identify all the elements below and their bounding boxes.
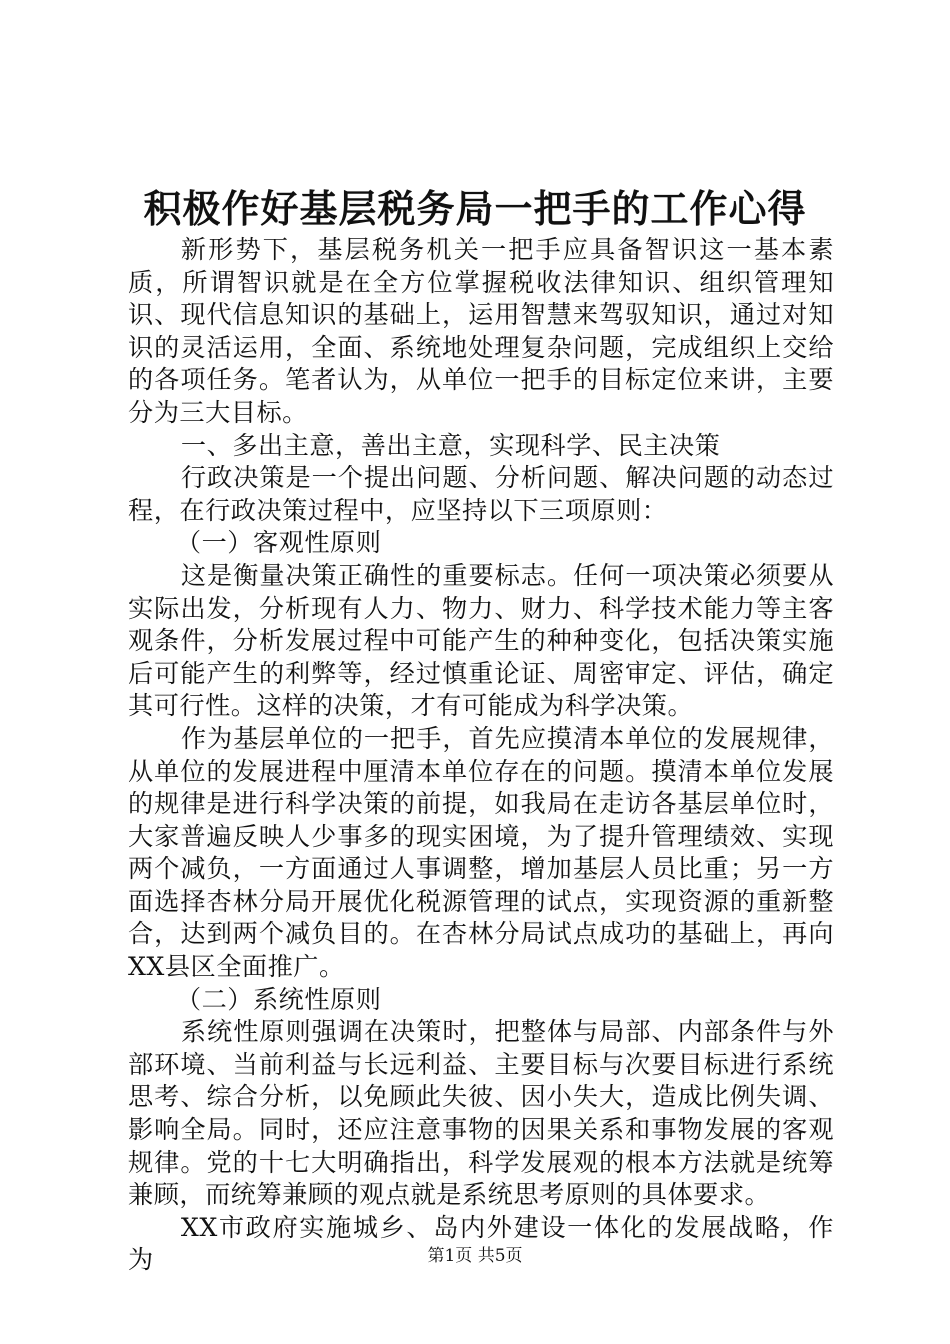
paragraph-systematic: 系统性原则强调在决策时，把整体与局部、内部条件与外部环境、当前利益与长远利益、主要目标与次要目标进行系统思考、综合分析，以免顾此失彼、因小失大，造成比例失调、影响全局。同时，还应注意事物的因果关系和事物发展的客观规律。党的十七大明确指出，科学发展观的根本方法就是统筹兼顾，而统筹兼顾的观点就是系统思考原则的具体要求。 — [128, 1017, 834, 1210]
page-footer: 第1页 共5页 — [427, 1246, 523, 1266]
document-body — [128, 234, 834, 1277]
paragraph-leader-role: 作为基层单位的一把手，首先应摸清本单位的发展规律，从单位的发展进程中厘清本单位存在的问题。摸清本单位发展的规律是进行科学决策的前提，如我局在走访各基层单位时，大家普遍反映人少事多的现实困境，为了提升管理绩效、实现两个减负，一方面通过人事调整，增加基层人员比重；另一方面选择杏林分局开展优化税源管理的试点，实现资源的重新整合，达到两个减负目的。在杏林分局试点成功的基础上，再向XX县区全面推广。 — [128, 723, 834, 982]
paragraph-decision-process: 行政决策是一个提出问题、分析问题、解决问题的动态过程，在行政决策过程中，应坚持以下三项原则： — [128, 463, 834, 525]
document-title: 积极作好基层税务局一把手的工作心得 — [143, 186, 807, 231]
subheading-systematic: （二）系统性原则 — [175, 984, 382, 1014]
subheading-objectivity: （一）客观性原则 — [175, 528, 382, 558]
paragraph-objectivity: 这是衡量决策正确性的重要标志。任何一项决策必须要从实际出发，分析现有人力、物力、财力、科学技术能力等主客观条件，分析发展过程中可能产生的种种变化，包括决策实施后可能产生的利弊等，经过慎重论证、周密审定、评估，确定其可行性。这样的决策，才有可能成为科学决策。 — [128, 560, 834, 721]
section-heading-1: 一、多出主意，善出主意，实现科学、民主决策 — [180, 430, 721, 460]
paragraph-city-strategy: XX市政府实施城乡、岛内外建设一体化的发展战略，作为 — [128, 1212, 834, 1275]
paragraph-intro: 新形势下，基层税务机关一把手应具备智识这一基本素质，所谓智识就是在全方位掌握税收法律知识、组织管理知识、现代信息知识的基础上，运用智慧来驾驭知识，通过对知识的灵活运用，全面、系统地处理复杂问题，完成组织上交给的各项任务。笔者认为，从单位一把手的目标定位来讲，主要分为三大目标。 — [128, 235, 834, 427]
